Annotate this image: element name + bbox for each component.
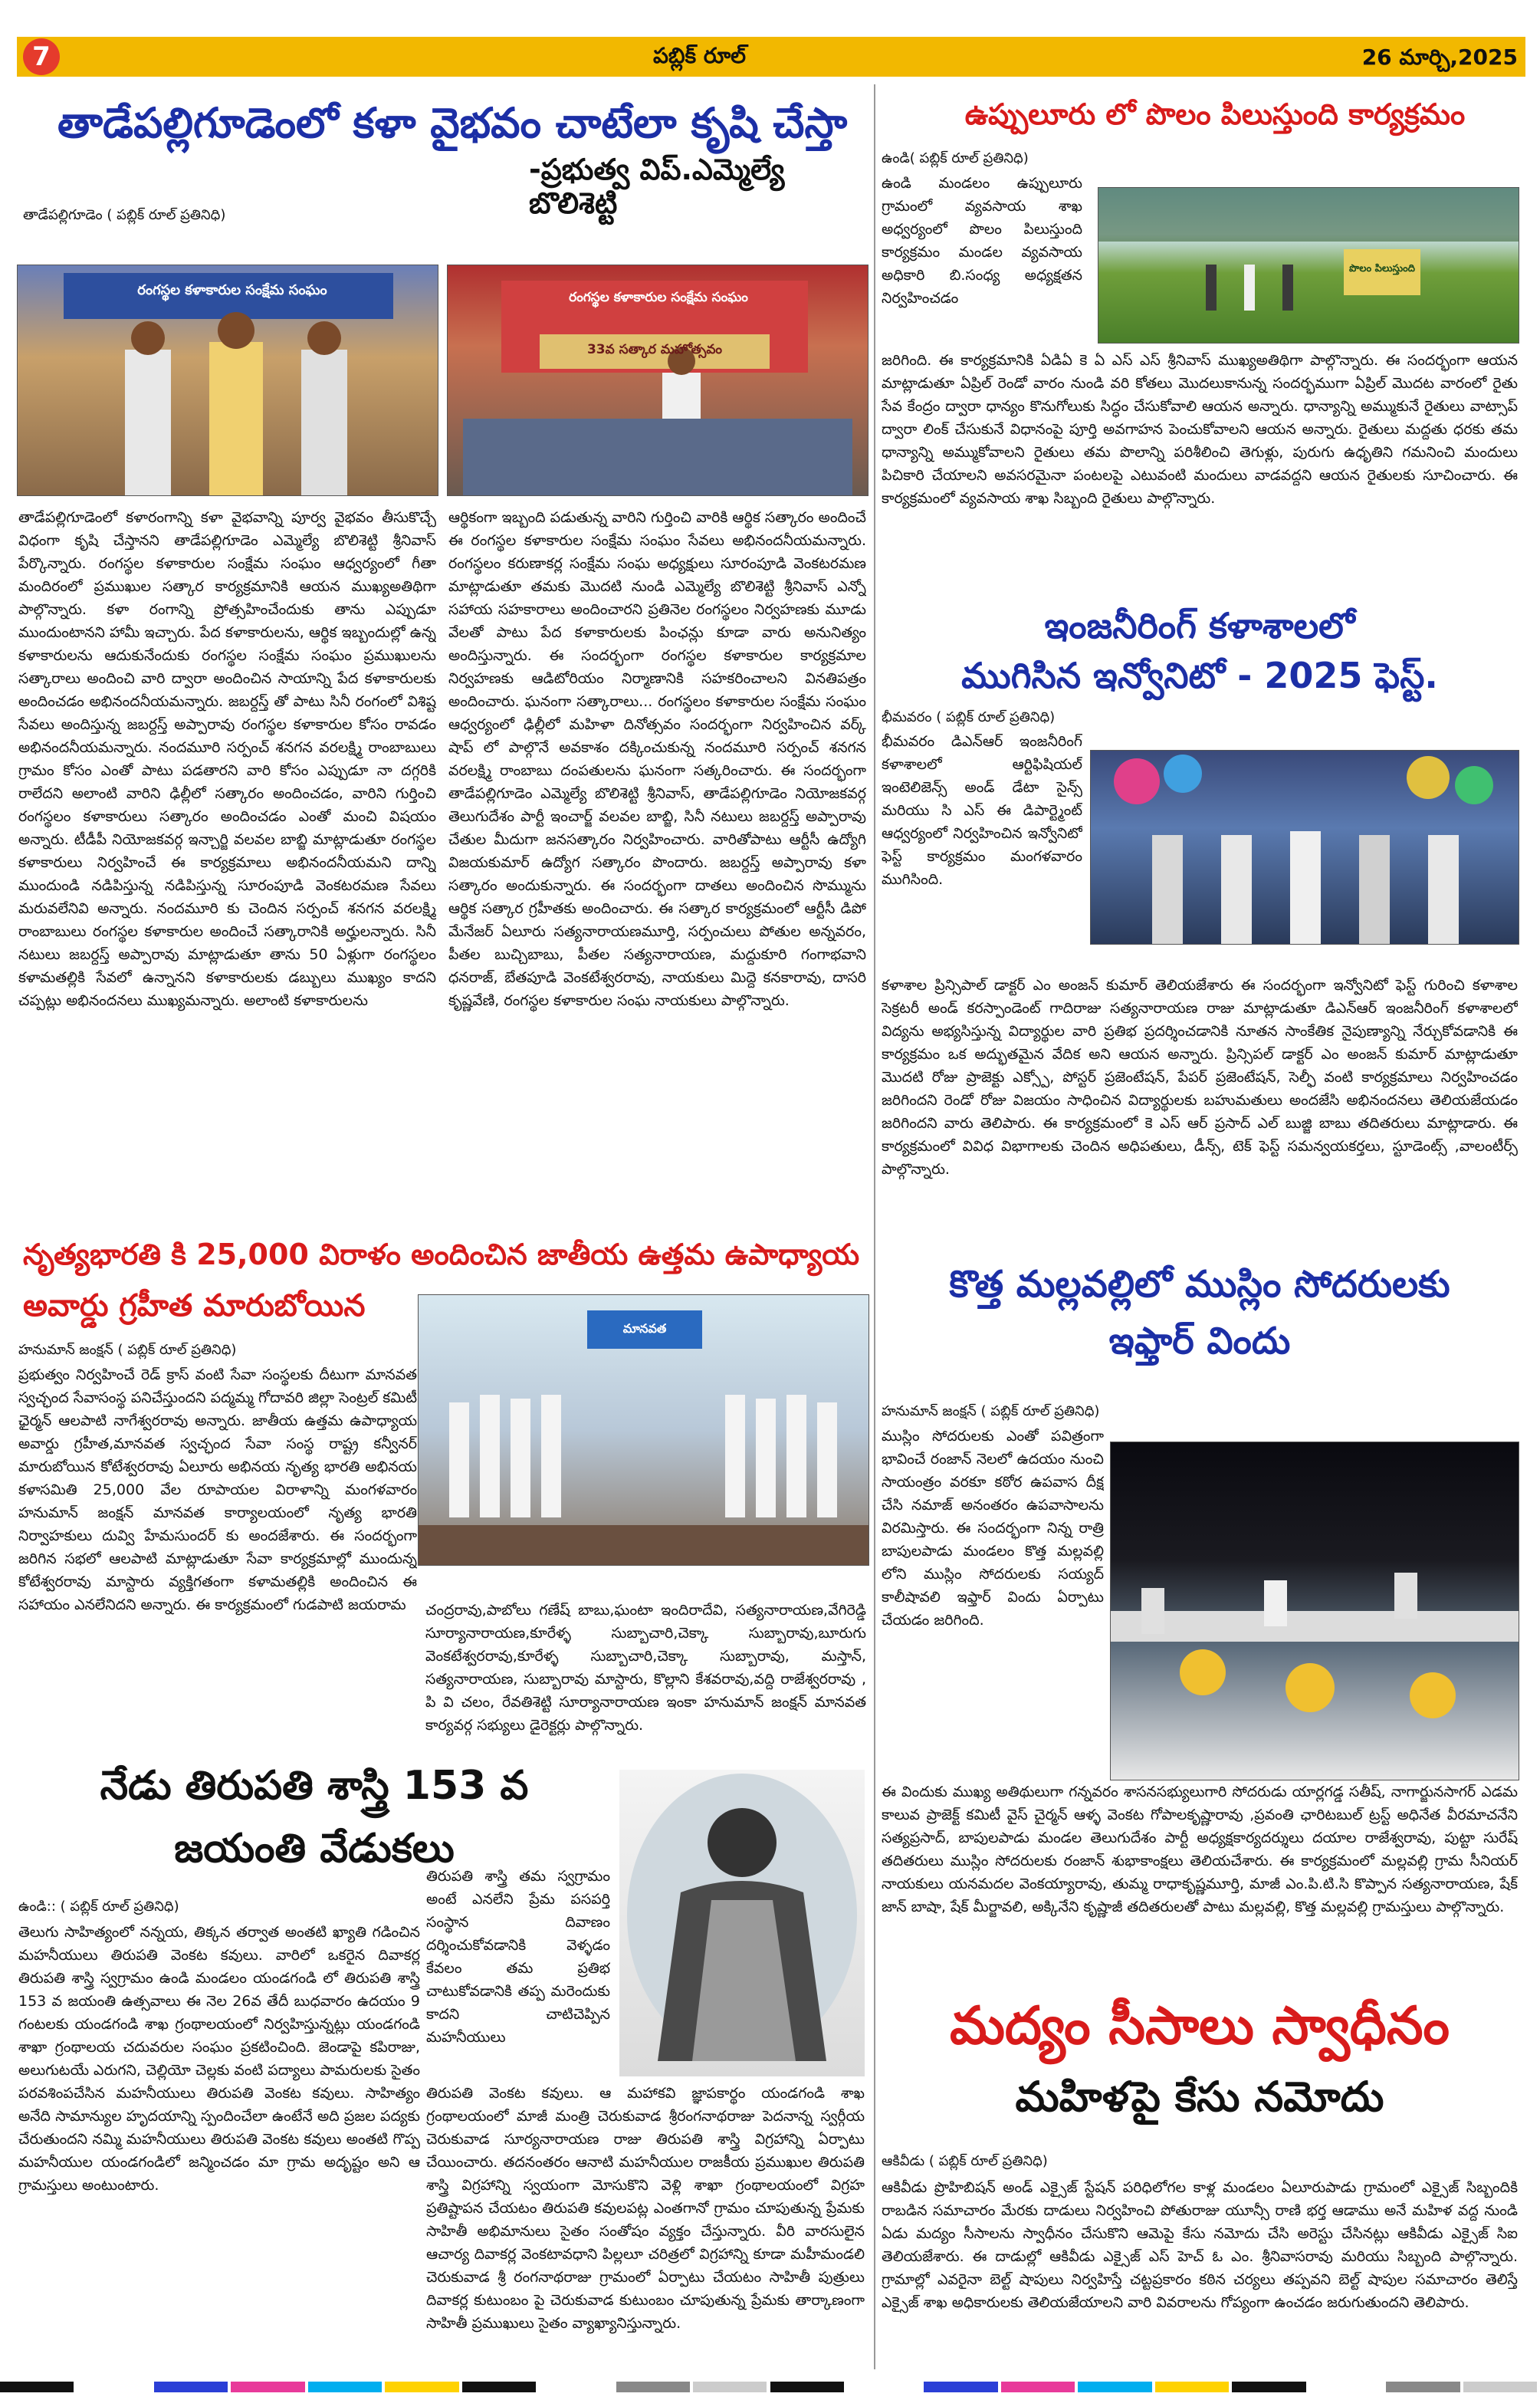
footer-color-segment bbox=[308, 2382, 382, 2392]
article3-column-narrow: భీమవరం డిఎన్ఆర్ ఇంజనీరింగ్ కళాశాలలో ఆర్టిఫిషియల్ ఇంటెలిజెన్స్ అండ్ డేటా సైన్స్ మరియు సి ఎస్ ఈ డిపార్ట్మెంట్ ఆధ్వర్యంలో నిర్వహించిన ఇన్వోనిటో ఫెస్ట్ కార్యక్రమం మంగళవారం ముగిసింది. bbox=[882, 733, 1082, 888]
footer-color-segment bbox=[847, 2382, 921, 2392]
article3-title-line1: ఇంజనీరింగ్ కళాశాలలో bbox=[1044, 605, 1355, 646]
article5-photo-art bbox=[1111, 1442, 1519, 1780]
footer-color-segment bbox=[1309, 2382, 1383, 2392]
article1-photo-2-banner: రంగస్థల కళాకారుల సంక్షేమ సంఘం bbox=[569, 290, 748, 305]
article3-photo bbox=[1090, 750, 1519, 945]
article5-title-line2: ఇఫ్తార్ విందు bbox=[1108, 1320, 1291, 1363]
footer-color-segment bbox=[539, 2382, 612, 2392]
footer-color-segment bbox=[616, 2382, 690, 2392]
article1-subtitle: -ప్రభుత్వ విప్.ఎమ్మెల్యే బొలిశెట్టి bbox=[529, 153, 785, 220]
article3-dateline: భీమవరం ( పబ్లిక్ రూల్ ప్రతినిధి) bbox=[882, 709, 1056, 725]
article7-body: ఆకివీడు ప్రొహిబిషన్ అండ్ ఎక్సైజ్ స్టేషన్ పరిధిలోగల కాళ్ల మండలం ఏలూరుపాడు గ్రామంలో ఎక్సైజ్ సిబ్బందికి రాబడిన సమాచారం మేరకు దాడులు నిర్వహించి పోతురాజు యూన్సీ రాణి భర్త ఆడాము అనే మహిళ వద్ద నుండి ఏడు మద్యం సీసాలను స్వాధీనం చేసుకొని ఆమెపై కేసు నమోదు చేసి అరెస్టు చేసినట్లు ఆకివీడు ఎక్సైజ్ సిఐ తెలియజేశారు. ఈ దాడుల్లో ఆకివీడు ఎక్సైజ్ ఎస్ హెచ్ ఓ ఎం. శ్రీనివాసరావు మరియు సిబ్బంది పాల్గొన్నారు. గ్రామాల్లో ఎవరైనా బెల్ట్ షాపులు నిర్వహిస్తే చట్టప్రకారం కఠిన చర్యలు తప్పవని బెల్ట్ షాపుల సమాచారం తెలిస్తే ఎక్సైజ్ శాఖ అధికారులకు తెలియజేయాలని వారి వివరాలను గోప్యంగా ఉంచడం జరుగుతుందని తెలిపారు. bbox=[882, 2179, 1518, 2311]
footer-color-segment bbox=[1232, 2382, 1305, 2392]
article4-column-wide: చంద్రరావు,పాబోలు గణేష్ బాబు,ఘంటా ఇందిరాదేవి, సత్యనారాయణ,వేగిరెడ్డి సూర్యానారాయణ,కూరేళ్ళ సుబ్బాచారి,చెక్కా సుబ్బారావు,బూరుగు వెంకటేశ్వరరావు,కూరేళ్ళ సుబ్బాచారి,చెక్కా సుబ్బారావు, మస్తాన్, సత్యనారాయణ, సుబ్బారావు మాస్టారు, కొల్లాని కేశవరావు,వద్ది రాజేశ్వరరావు , పి వి చలం, రేవతిశెట్టి సూర్యానారాయణ ఇంకా హనుమాన్ జంక్షన్ మానవత కార్యవర్గ సభ్యులు డైరెక్టర్లు పాల్గొన్నారు. bbox=[425, 1602, 866, 1734]
article6-title-line2: జయంతి వేడుకలు bbox=[174, 1826, 455, 1872]
article7-title-line1: మద్యం సీసాలు స్వాధీనం bbox=[949, 1996, 1450, 2056]
footer-color-segment bbox=[1078, 2382, 1151, 2392]
article1-photo-2-sub: 33వ సత్కార మహోత్సవం bbox=[586, 342, 723, 357]
article2-photo-banner: పొలం పిలుస్తుంది bbox=[1349, 263, 1415, 275]
page-header bbox=[17, 37, 1525, 77]
article4-dateline: హనుమాన్ జంక్షన్ ( పబ్లిక్ రూల్ ప్రతినిధి) bbox=[18, 1342, 237, 1358]
article4-photo-banner: మానవత bbox=[622, 1321, 667, 1336]
article2-photo bbox=[1098, 187, 1519, 344]
article2-photo-art bbox=[1098, 188, 1519, 343]
article2-title: ఉప్పులూరు లో పొలం పిలుస్తుంది కార్యక్రమం bbox=[964, 97, 1466, 131]
footer-color-segment bbox=[924, 2382, 997, 2392]
footer-color-segment bbox=[462, 2382, 536, 2392]
vertical-divider bbox=[874, 84, 875, 2369]
footer-color-segment bbox=[1463, 2382, 1537, 2392]
article1-photo-1-banner: రంగస్థల కళాకారుల సంక్షేమ సంఘం bbox=[137, 282, 327, 298]
article6-portrait-photo bbox=[619, 1770, 865, 2076]
article2-column-wide: జరిగింది. ఈ కార్యక్రమానికి ఏడిఏ కె ఏ ఎస్ ఎస్ శ్రీనివాస్ ముఖ్యఅతిథిగా పాల్గొన్నారు. ఈ సందర్భంగా ఆయన మాట్లాడుతూ ఏప్రిల్ రెండో వారం నుండి వరి కోతలు మొదలుకానున్న సందర్భముగా ఏప్రిల్ మొదట వారంలో రైతు సేవ కేంద్రం ద్వారా ధాన్యం కొనుగోలుకు సిద్ధం చేసుకోవాలి ఆయన అన్నారు. ధాన్యాన్ని అమ్ముకునే రైతులు వాట్సాప్ ద్వారా లింక్ చేసుకునే విధానంపై పూర్తి అవగాహన పెంచుకోవాలని ఆయన అన్నారు. రైతులు మద్దతు ధరకు తమ ధాన్యాన్ని అమ్ముకోవాలని రైతులు తమ పొలాన్ని పరిశీలించి తెగుళ్లు, పురుగు ఉధృతిని గమనించి మందులు పిచికారి చేయాలని అవసరమైనా పంటలపై ఎటువంటి మందులు వాడవద్దని ఆయన రైతులకు సూచించారు. ఈ కార్యక్రమంలో వ్యవసాయ శాఖ సిబ్బంది రైతులు పాల్గొన్నారు. bbox=[882, 352, 1518, 507]
article6-column-left: తెలుగు సాహిత్యంలో నన్నయ, తిక్కన తర్వాత అంతటి ఖ్యాతి గడించిన మహనీయులు తిరుపతి వెంకట కవులు. వారిలో ఒకరైన దివాకర్ల తిరుపతి శాస్త్రి స్వగ్రామం ఉండి మండలం యండగండి లో తిరుపతి శాస్త్రి 153 వ జయంతి ఉత్సవాలు ఈ నెల 26వ తేదీ బుధవారం ఉదయం 9 గంటలకు యండగండి శాఖ గ్రంథాలయంలో నిర్వహిస్తున్నట్లు యండగండి శాఖా గ్రంథాలయ చదువరుల సంఘం ప్రకటించింది. జెండాపై కపిరాజు, అలుగుటయే ఎరుగని, చెల్లియో చెల్లకు వంటి పద్యాలు పామరులకు సైతం పరవశింపచేసిన మహనీయులు తిరుపతి వెంకట కవులు. సాహిత్యం అనేది సామాన్యుల హృదయాన్ని స్పందించేలా ఉంటేనే అది ప్రజల పద్యకు చేరుతుందని నమ్మి మహనీయులు తిరుపతి వెంకట కవులు అంతటి గొప్ప మహనీయుల యండగండిలో జన్మించడం మా గ్రామ అదృష్టం అని ఆ గ్రామస్తులు అంటుంటారు. bbox=[18, 1924, 420, 2194]
footer-color-segment bbox=[231, 2382, 304, 2392]
article2-dateline: ఉండి( పబ్లిక్ రూల్ ప్రతినిధి) bbox=[882, 150, 1029, 166]
page-date: 26 మార్చి,2025 bbox=[1361, 44, 1518, 70]
article4-title-line2: అవార్డు గ్రహీత మారుబోయిన bbox=[23, 1288, 366, 1323]
footer-color-segment bbox=[77, 2382, 150, 2392]
footer-color-segment bbox=[1155, 2382, 1229, 2392]
article4-column-narrow: ప్రభుత్వం నిర్వహించే రెడ్ క్రాస్ వంటి సేవా సంస్థలకు దీటుగా మానవత స్వచ్ఛంద సేవాసంస్థ పనిచేస్తుందని పద్మమ్మ గోదావరి జిల్లా సెంట్రల్ కమిటీ ఛైర్మన్ ఆలపాటి నాగేశ్వరరావు అన్నారు. జాతీయ ఉత్తమ ఉపాధ్యాయ అవార్డు గ్రహీత,మానవత స్వచ్ఛంద సేవా సంస్థ రాష్ట్ర కన్వీనర్ మారుబోయిన కోటేశ్వరరావు ఏలూరు అభినయ నృత్య భారతి అభినయ కళాసమితి 25,000 వేల రూపాయల విరాళాన్ని మంగళవారం హనుమాన్ జంక్షన్ మానవత కార్యాలయంలో నృత్య భారతి నిర్వాహకులు దువ్వి హేమసుందర్ కు అందజేశారు. ఈ సందర్భంగా జరిగిన సభలో ఆలపాటి మాట్లాడుతూ సేవా కార్యక్రమాల్లో ముందున్న కోటేశ్వరరావు మాస్టారు వ్యక్తిగతంగా కళామతల్లికి అందించిన ఈ సహాయం ఎనలేనిదని అన్నారు. ఈ కార్యక్రమంలో గుడపాటి జయరామ bbox=[18, 1366, 417, 1613]
article7-dateline: ఆకివీడు ( పబ్లిక్ రూల్ ప్రతినిధి) bbox=[882, 2153, 1048, 2169]
article6-column-wide: తిరుపతి వెంకట కవులు. ఆ మహాకవి జ్ఞాపకార్థం యండగండి శాఖ గ్రంథాలయంలో మాజీ మంత్రి చెరుకువాడ శ్రీరంగనాథరాజు పెదనాన్న స్వర్గీయ చెరుకువాడ సూర్యనారాయణ రాజు తిరుపతి శాస్త్రి విగ్రహాన్ని ఏర్పాటు చేయించారు. తదనంతరం ఆనాటి మహనీయుల రాజకీయ ప్రముఖుల తిరుపతి శాస్త్రి విగ్రహాన్ని స్వయంగా మోసుకొని వెళ్లి శాఖా గ్రంథాలయంలో విగ్రహ ప్రతిష్టాపన చేయటం తిరుపతి కవులపట్ల ఎంతగానో గ్రామం చూపుతున్న ప్రేమకు సాహితీ అభిమానులు సైతం సంతోషం వ్యక్తం చేస్తున్నారు. వీరి వారసులైన ఆచార్య దివాకర్ల వెంకటావధాని పిల్లలూ చరిత్రలో విగ్రహాన్ని కూడా మహీమండలి చెరుకువాడ శ్రీ రంగనాథరాజు గ్రామంలో ఏర్పాటు చేయటం సాహితీ పుత్రులు దివాకర్ల కుటుంబం పై చెరుకువాడ కుటుంబం చూపుతున్న ప్రేమకు తార్కాణంగా సాహితీ ప్రముఖులు సైతం వ్యాఖ్యానిస్తున్నారు. bbox=[426, 2085, 865, 2332]
article1-photo-2 bbox=[447, 265, 869, 496]
article3-title-line2: ముగిసిన ఇన్వోనిటో - 2025 ఫెస్ట్. bbox=[961, 655, 1438, 696]
article5-column-wide: ఈ విందుకు ముఖ్య అతిథులుగా గన్నవరం శాసనసభ్యులుగారి సోదరుడు యార్లగడ్డ సతీష్, నాగార్జునసాగర్ ఎడమ కాలువ ప్రాజెక్ట్ కమిటీ వైస్ చైర్మన్ ఆళ్ళ వెంకట గోపాలకృష్ణారావు ,ప్రవంతి ఛారిటబుల్ ట్రస్ట్ అధినేత వీరమాచనేని సత్యప్రసాద్, బాపులపాడు మండల తెలుగుదేశం పార్టీ అధ్యక్షకార్యదర్శులు దయాల రాజేశ్వరావు, పుట్టా సురేష్ తదితరులు ముస్లిం సోదరులకు రంజాన్ శుభాకాంక్షలు తెలియచేశారు. ఈ కార్యక్రమంలో మల్లవల్లి గ్రామ సీనియర్ నాయకులు యనమదల వెంకయ్యారావు, తుమ్మ రాధాకృష్ణమూర్తి, మాజీ ఎం.పి.టి.సి కొప్పాన సత్యనారాయణ, షేక్ జాన్ బాషా, షేక్ మీర్జావలి, అక్కినేని కృష్ణాజీ తదితరులతో పాటు మల్లవల్లి, కొత్త మల్లవల్లి గ్రామస్తులు పాల్గొన్నారు. bbox=[882, 1784, 1518, 1915]
article3-column-wide: కళాశాల ప్రిన్సిపాల్ డాక్టర్ ఎం అంజన్ కుమార్ తెలియజేశారు ఈ సందర్భంగా ఇన్వోనిటో ఫెస్ట్ గురించి కళాశాల సెక్రటరీ అండ్ కరస్పాండెంట్ గాదిరాజు సత్యనారాయణ రాజు మాట్లాడుతూ డిఎన్ఆర్ ఇంజనీరింగ్ కళాశాలలో విద్యను అభ్యసిస్తున్న విద్యార్థుల వారి ప్రతిభ ప్రదర్శించడానికి నూతన సాంకేతిక నైపుణ్యాన్ని నేర్చుకోవడానికి ఈ కార్యక్రమం ఒక అద్భుతమైన వేదిక అని ఆయన అన్నారు. ప్రిన్సిపల్ డాక్టర్ ఎం అంజన్ కుమార్ మాట్లాడుతూ మొదటి రోజు ప్రాజెక్టు ఎక్స్పో, పోస్టర్ ప్రజెంటేషన్, పేపర్ ప్రజెంటేషన్, సెల్ఫీ వంటి కార్యక్రమాలు నిర్వహించడం జరిగిందని రెండో రోజు విజయం సాధించిన విద్యార్థులకు బహుమతులు అందజేసి అభినందనలు తెలియజేయడం జరిగిందని వారు తెలిపారు. ఈ కార్యక్రమంలో కె ఎస్ ఆర్ ప్రసాద్ ఎల్ బుజ్జి బాబు తదితరులు మాట్లాడారు. ఈ కార్యక్రమంలో వివిధ విభాగాలకు చెందిన అధిపతులు, డీన్స్, టెక్ ఫెస్ట్ సమన్వయకర్తలు, స్టూడెంట్స్ ,వాలంటీర్స్ పాల్గొన్నారు. bbox=[882, 977, 1518, 1178]
footer-color-segment bbox=[385, 2382, 458, 2392]
article4-title-line1: నృత్యభారతి కి 25,000 విరాళం అందించిన జాతీయ ఉత్తమ ఉపాధ్యాయ bbox=[23, 1238, 860, 1271]
article6-title-line1: నేడు తిరుపతి శాస్త్రి 153 వ bbox=[100, 1763, 529, 1809]
article6-column-mid: తిరుపతి శాస్త్రి తమ స్వగ్రామం అంటే ఎనలేని ప్రేమ పసపర్తి సంస్థాన దివాణం దర్శించుకోవడానికి వెళ్ళడం కేవలం తమ ప్రతిభ చాటుకోవడానికి తప్ప మరెందుకు కాదని చాటిచెప్పిన మహనీయులు bbox=[426, 1868, 610, 2046]
article1-photo-1 bbox=[17, 265, 438, 496]
article4-photo bbox=[418, 1294, 869, 1566]
article1-dateline: తాడేపల్లిగూడెం ( పబ్లిక్ రూల్ ప్రతినిధి) bbox=[23, 207, 226, 223]
footer-color-segment bbox=[0, 2382, 74, 2392]
article2-column-narrow: ఉండి మండలం ఉప్పులూరు గ్రామంలో వ్యవసాయ శాఖ అధ్వర్యంలో పొలం పిలుస్తుంది కార్యక్రమం మండల వ్యవసాయ అధికారి బి.సంధ్య అధ్యక్షతన నిర్వహించడం bbox=[882, 175, 1082, 307]
article3-photo-art bbox=[1091, 751, 1519, 944]
article5-column-narrow: ముస్లిం సోదరులకు ఎంతో పవిత్రంగా భావించే రంజాన్ నెలలో ఉదయం నుంచి సాయంత్రం వరకూ కఠోర ఉపవాస దీక్ష చేసి నమాజ్ అనంతరం ఉపవాసాలను విరమిస్తారు. ఈ సందర్భంగా నిన్న రాత్రి బాపులపాడు మండలం కొత్త మల్లవల్లి లోని ముస్లిం సోదరులకు సయ్యద్ కాలీషావలి ఇఫ్తార్ విందు ఏర్పాటు చేయడం జరిగింది. bbox=[882, 1428, 1104, 1629]
article6-portrait-art bbox=[619, 1770, 865, 2076]
footer-color-segment bbox=[693, 2382, 767, 2392]
footer-color-segment bbox=[154, 2382, 228, 2392]
article1-column-1: తాడేపల్లిగూడెంలో కళారంగాన్ని కళా వైభవాన్ని పూర్వ వైభవం తీసుకొచ్చే విధంగా కృషి చేస్తానని తాడేపల్లిగూడెం ఎమ్మెల్యే బొలిశెట్టి శ్రీనివాస్ పేర్కొన్నారు. రంగస్థల కళాకారుల సంక్షేమ సంఘం ఆధ్వర్యంలో గీతా మందిరంలో ప్రముఖుల సత్కార కార్యక్రమానికి ఆయన ముఖ్యఅతిథిగా పాల్గొన్నారు. కళా రంగాన్ని ప్రోత్సహించేందుకు తాను ఎప్పుడూ ముందుంటానని హామీ ఇచ్చారు. పేద కళాకారులను, ఆర్థిక ఇబ్బందుల్లో ఉన్న కళాకారులను ఆదుకునేందుకు రంగస్థల సంక్షేమ సంఘం ప్రముఖులను సత్కారాలు అందించి వారి ద్వారా అందించిన సాయాన్ని పేద కళాకారులకు అందించడం అభినందనీయమన్నారు. జబర్దస్త్ తో పాటు సినీ రంగంలో విశిష్ట సేవలు అందిస్తున్న జబర్దస్త్ అప్పారావు రంగస్థల కళాకారుల కోసం రావడం అభినందనీయమన్నారు. నందమూరి సర్పంచ్ శనగన వరలక్ష్మి రాంబాబులు గ్రామం కోసం ఎంతో పాటు పడతారని వారి కోసం ఎప్పుడూ నా దగ్గరికి రాలేదని అలాంటి వారిని ఢిల్లీలో సత్కారం అందించడం, వారిని గుర్తించి రంగస్థలం కళాకారులు సత్కారం అందించడం ఎంతో మంచి విషయం అన్నారు. టీడీపీ నియోజకవర్గ ఇన్చార్జి వలవల బాబ్జి మాట్లాడుతూ రంగస్థల కళాకారులు నిర్వహించే ఈ కార్యక్రమాలు అభినందనీయమని దాన్ని ముందుండి నడిపిస్తున్న నడిపిస్తున్న సూరంపూడి వెంకటరమణ సేవలు మరువలేనివి అన్నారు. నందమూరి కు చెందిన సర్పంచ్ శనగన వరలక్ష్మి రాంబాబులు రంగస్థల కళాకారుల అందించే సత్కారానికి అర్హులన్నారు. సినీ నటులు జబర్దస్త్ అప్పారావు మాట్లాడుతూ తాను 50 ఏళ్లుగా రంగస్థలం కళామతల్లికి సేవలో ఉన్నానని కళాకారులకు డబ్బులు ముఖ్యం కాదని చప్పట్లు అభినందనలు ముఖ్యమన్నారు. అలాంటి కళాకారులను bbox=[18, 509, 436, 1009]
footer-color-segment bbox=[770, 2382, 844, 2392]
article1-column-2: ఆర్థికంగా ఇబ్బంది పడుతున్న వారిని గుర్తించి వారికి ఆర్థిక సత్కారం అందించే ఈ రంగస్థల కళాకారుల సంక్షేమ సంఘం సేవలు అభినందనీయమన్నారు. రంగస్థలం కరుణాకర్ల సంక్షేమ సంఘ అధ్యక్షులు సూరంపూడి వెంకటరమణ మాట్లాడుతూ తమకు మొదటి నుండి ఎమ్మెల్యే బొలిశెట్టి శ్రీనివాస్ ఎన్నో సహాయ సహకారాలు అందించారని ప్రతినెల రంగస్థలం నిర్వహణకు మూడు వేలతో పాటు పేద కళాకారులకు పింఛన్లు కూడా వారు అనునిత్యం అందిస్తున్నారు. ఈ సందర్భంగా రంగస్థల కళాకారుల కార్యక్రమాల నిర్వహణకు ఆడిటోరియం నిర్మాణానికి సహకరించాలని వినతిపత్రం అందించారు. ఘనంగా సత్కారాలు... రంగస్థలం కళాకారుల సంక్షేమ సంఘం ఆధ్వర్యంలో ఢిల్లీలో మహిళా దినోత్సవం సందర్భంగా నిర్వహించిన వర్క్ షాప్ లో పాల్గొనే అవకాశం దక్కించుకున్న నందమూరి సర్పంచ్ శనగన వరలక్ష్మి రాంబాబు దంపతులను ఘనంగా సత్కరించారు. ఈ సందర్భంగా తాడేపల్లిగూడెం ఎమ్మెల్యే బొలిశెట్టి శ్రీనివాస్, తాడేపల్లిగూడెం నియోజకవర్గ తెలుగుదేశం పార్టీ ఇంచార్జ్ వలవల బాబ్జి, సినీ నటులు జబర్దస్త్ అప్పారావు చేతుల మీదుగా జనసత్కారం నిర్వహించారు. వారితోపాటు ఆర్టీసీ ఉద్యోగి విజయకుమార్ ఉద్యోగ సత్కారం పొందారు. జబర్దస్త్ అప్పారావు కళా సత్కారం అందుకున్నారు. ఈ సందర్భంగా దాతలు అందించిన సొమ్మును ఆర్థిక సత్కార గ్రహీతకు అందించారు. ఈ సత్కార కార్యక్రమంలో ఆర్టీసీ డిపో మేనేజర్ ఏలూరు సత్యనారాయణమూర్తి, సర్పంచులు పోతుల అన్నవరం, పీతల బుచ్చిబాబు, పీతల సత్యనారాయణ, మద్దుకూరి గంగాభవాని ధనరాజ్, బేతపూడి వెంకటేశ్వరరావు, నాయకులు మిద్దె కనకారావు, దాసరి కృష్ణవేణి, రంగస్థల కళాకారుల సంఘ నాయకులు పాల్గొన్నారు. bbox=[448, 509, 866, 1009]
newspaper-name: పబ్లిక్ రూల్ bbox=[653, 43, 747, 68]
article5-title-line1: కొత్త మల్లవల్లిలో ముస్లిం సోదరులకు bbox=[949, 1263, 1450, 1306]
article5-dateline: హనుమాన్ జంక్షన్ ( పబ్లిక్ రూల్ ప్రతినిధి) bbox=[882, 1403, 1100, 1419]
footer-color-segment bbox=[1001, 2382, 1075, 2392]
footer-color-segment bbox=[1386, 2382, 1460, 2392]
article6-dateline: ఉండి:: ( పబ్లిక్ రూల్ ప్రతినిధి) bbox=[18, 1899, 179, 1915]
page-number: 7 bbox=[23, 38, 60, 75]
article5-photo bbox=[1110, 1442, 1519, 1780]
footer-color-bar bbox=[0, 2382, 1540, 2392]
article1-title: తాడేపల్లిగూడెంలో కళా వైభవం చాటేలా కృషి చేస్తా bbox=[57, 99, 848, 147]
article7-title-line2: మహిళపై కేసు నమోదు bbox=[1015, 2073, 1384, 2121]
